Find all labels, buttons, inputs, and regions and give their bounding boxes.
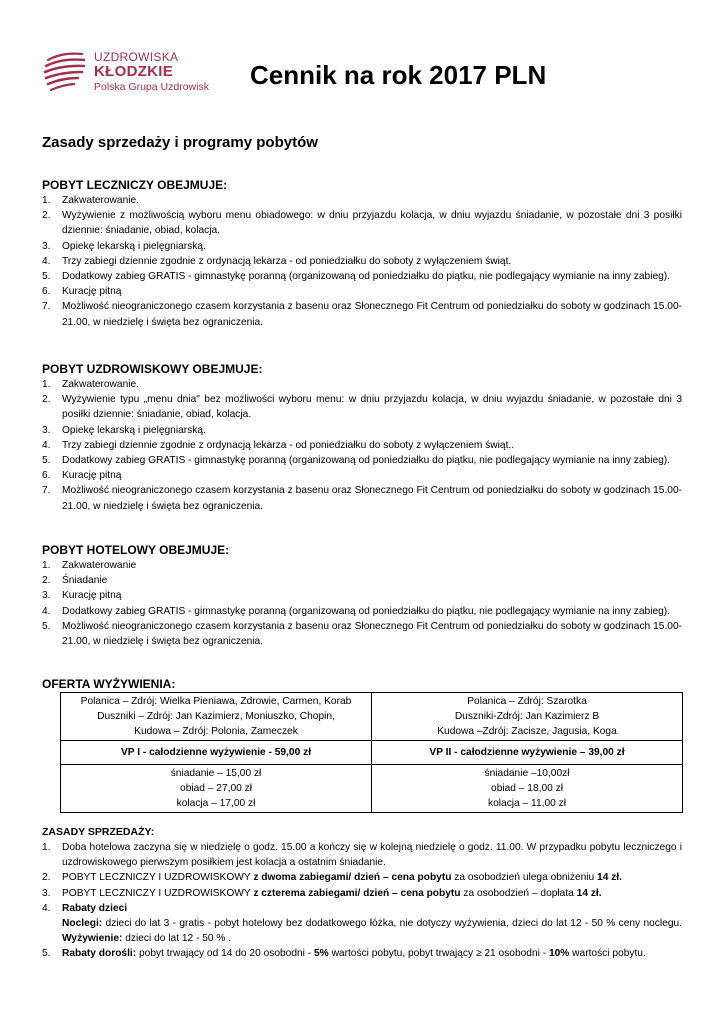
list-item: 3. POBYT LECZNICZY I UZDROWISKOWY z czterema zabiegami/ dzień – cena pobytu za osobodzień – dopłata 14 zł. [42,887,602,899]
list-item: 5. Rabaty dorośli: pobyt trwający od 14 do 20 osobodni - 5% wartości pobytu, pobyt trwający ≥ 21 osobodni - 10% wartości pobytu. [42,948,646,960]
zasady-list [42,840,682,962]
list-item: 3. Opiekę lekarską i pielęgniarską. [42,424,206,436]
list-item: 6. Kurację pitną [42,470,122,482]
list-item: 3. Opiekę lekarską i pielęgniarską. [42,240,206,252]
list-item: 5. Dodatkowy zabieg GRATIS - gimnastykę poranną (organizowaną od poniedziałku do piątku, nie podlegający wymianie na inny zabieg). [42,271,671,283]
page-subtitle: Zasady sprzedaży i programy pobytów [42,134,318,151]
col1-prices: śniadanie – 15,00 zł obiad – 27,00 zł kolacja – 17,00 zł [61,765,372,813]
leczniczy-heading: POBYT LECZNICZY OBEJMUJE: [42,178,228,192]
list-item: 2. POBYT LECZNICZY I UZDROWISKOWY z dwoma zabiegami/ dzień – cena pobytu za osobodzień ulega obniżeniu 14 zł. [42,872,622,884]
list-item: 4. Trzy zabiegi dziennie zgodnie z ordynacją lekarza - od poniedziałku do soboty z wyłączeniem świąt. [42,255,512,267]
list-item: 4. Rabaty dzieci Noclegi: dzieci do lat 3 - gratis - pobyt hotelowy bez dodatkowego łóżka, nie dotyczy wyżywienia, dzieci do lat 12 - 50 % ceny noclegu. Wyżywienie: dzieci do lat 12 - 50 % . [42,902,682,945]
oferta-heading: OFERTA WYŻYWIENIA: [42,677,176,691]
list-item: 1. Zakwaterowanie. [42,379,140,390]
uzdrowiskowy-list [42,377,682,514]
logo-line1: UZDROWISKA [94,50,179,64]
col2-locations: Polanica – Zdrój: Szarotka Duszniki-Zdrój: Jan Kazimierz B Kudowa –Zdrój: Zacisze, Jagusia, Koga [372,693,683,741]
list-item: 6. Kurację pitną [42,286,122,298]
list-item: 4. Dodatkowy zabieg GRATIS - gimnastykę poranną (organizowaną od poniedziałku do piątku, nie podlegający wymianie na inny zabieg). [42,605,671,617]
list-item: 2. Wyżywienie z możliwością wyboru menu obiadowego: w dniu przyjazdu kolacja, w dniu wyjazdu śniadanie, w pozostałe dni 3 posiłki dziennie: śniadanie, obiad, kolacja. [42,210,682,237]
logo [42,40,242,100]
list-item: 3. Kurację pitną [42,590,122,602]
logo-line3: Polska Grupa Uzdrowisk [94,81,209,93]
col1-vp: VP I - całodzienne wyżywienie - 59,00 zł [61,741,372,765]
logo-line2: KŁODZKIE [94,63,174,80]
list-item: 7. Możliwość nieograniczonego czasem korzystania z basenu oraz Słonecznego Fit Centrum od poniedziałku do soboty w godzinach 15.00-21.00, w niedzielę i święta bez ograniczenia. [42,301,682,328]
list-item: 2. Śniadanie [42,575,108,587]
list-item: 5. Dodatkowy zabieg GRATIS - gimnastykę poranną (organizowaną od poniedziałku do piątku, nie podlegający wymianie na inny zabieg). [42,455,671,467]
leczniczy-list [42,193,682,330]
list-item: 1. Zakwaterowanie [42,560,137,571]
zasady-heading: ZASADY SPRZEDAŻY: [42,826,155,838]
col2-prices: śniadanie –10,00zł obiad – 18,00 zł kolacja – 11,00 zł [372,765,683,813]
uzdrowiskowy-heading: POBYT UZDROWISKOWY OBEJMUJE: [42,362,263,376]
col2-vp: VP II - całodzienne wyżywienie – 39,00 zł [372,741,683,765]
diet-table [60,692,683,813]
logo-swoosh-icon [42,40,92,100]
list-item: 4. Trzy zabiegi dziennie zgodnie z ordynacją lekarza - od poniedziałku do soboty z wyłączeniem świąt.. [42,439,515,451]
list-item: 5. Możliwość nieograniczonego czasem korzystania z basenu oraz Słonecznego Fit Centrum od poniedziałku do soboty w godzinach 15.00-21.00, w niedzielę i święta bez ograniczenia. [42,620,682,648]
list-item: 1. Doba hotelowa zaczyna się w niedzielę o godz. 15.00 a kończy się w kolejną niedzielę o godz. 11.00. W przypadku pobytu leczniczego i uzdrowiskowego pierwszym posiłkiem jest kolacja a ostatnim śniadanie. [42,842,682,869]
list-item: 2. Wyżywienie typu „menu dnia" bez możliwości wyboru menu: w dniu przyjazdu kolacja, w dniu wyjazdu śniadanie, w pozostałe dni 3 posiłki dziennie: śniadanie, obiad, kolacja. [42,394,682,421]
col1-locations: Polanica – Zdrój: Wielka Pieniawa, Zdrowie, Carmen, Korab Duszniki – Zdrój: Jan Kazimierz, Moniuszko, Chopin, Kudowa – Zdrój: Polonia, Zameczek [61,693,372,741]
hotelowy-list [42,558,682,649]
list-item: 7. Możliwość nieograniczonego czasem korzystania z basenu oraz Słonecznego Fit Centrum od poniedziałku do soboty w godzinach 15.00-21.00, w niedzielę i święta bez ograniczenia. [42,485,682,512]
list-item: 1. Zakwaterowanie. [42,195,140,206]
page-title: Cennik na rok 2017 PLN [250,60,547,90]
hotelowy-heading: POBYT HOTELOWY OBEJMUJE: [42,543,230,557]
